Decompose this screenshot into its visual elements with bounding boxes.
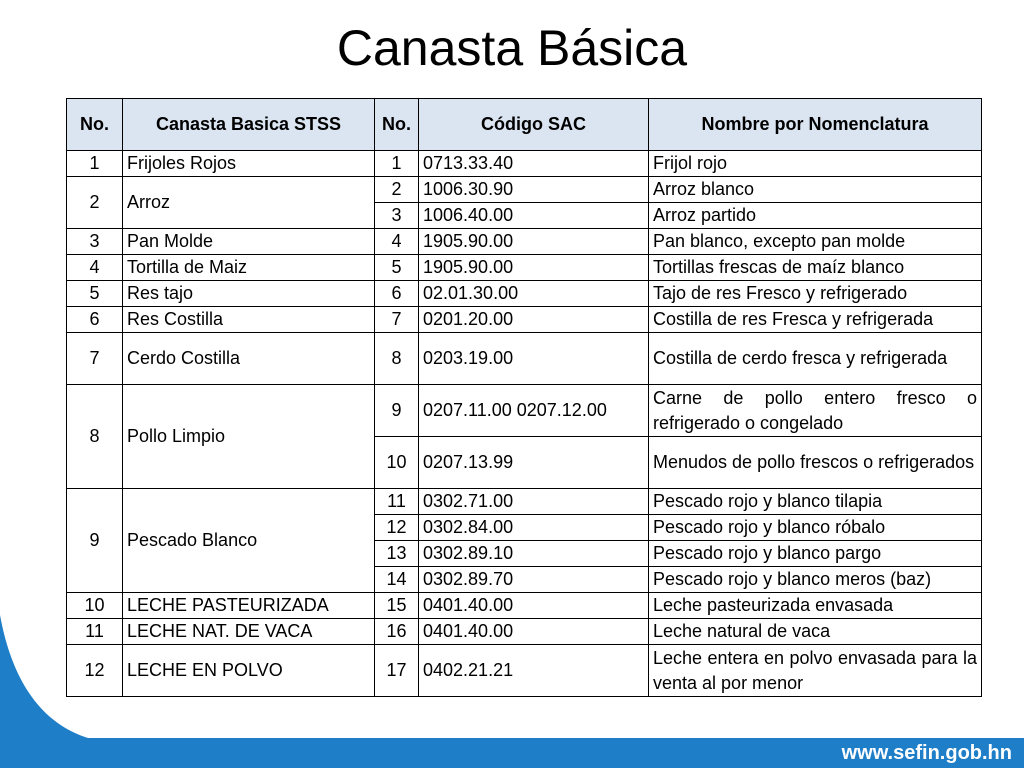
sac-no: 5	[375, 255, 419, 281]
sac-no: 17	[375, 645, 419, 697]
header-nombre-nomenclatura: Nombre por Nomenclatura	[649, 99, 982, 151]
group-item: LECHE PASTEURIZADA	[123, 593, 375, 619]
table-row	[67, 619, 982, 645]
sac-no: 13	[375, 541, 419, 567]
group-item: LECHE EN POLVO	[123, 645, 375, 697]
sac-code: 0402.21.21	[419, 645, 649, 697]
header-codigo-sac: Código SAC	[419, 99, 649, 151]
sac-code: 0401.40.00	[419, 593, 649, 619]
slide-title: Canasta Básica	[336, 20, 688, 76]
sac-name: Pescado rojo y blanco pargo	[649, 541, 982, 567]
table-row	[67, 229, 982, 255]
group-item: Res Costilla	[123, 307, 375, 333]
group-no: 11	[67, 619, 123, 645]
sac-code: 1905.90.00	[419, 229, 649, 255]
group-item: LECHE NAT. DE VACA	[123, 619, 375, 645]
sac-no: 10	[375, 437, 419, 489]
group-item: Pollo Limpio	[123, 385, 375, 489]
sac-no: 15	[375, 593, 419, 619]
sac-code: 0302.89.10	[419, 541, 649, 567]
sac-no: 2	[375, 177, 419, 203]
sac-name: Leche natural de vaca	[649, 619, 982, 645]
group-item: Tortilla de Maiz	[123, 255, 375, 281]
sac-name: Leche entera en polvo envasada para la venta al por menor	[649, 645, 982, 697]
table-row	[67, 489, 982, 515]
sac-name: Tajo de res Fresco y refrigerado	[649, 281, 982, 307]
sac-name: Pescado rojo y blanco róbalo	[649, 515, 982, 541]
sac-no: 16	[375, 619, 419, 645]
sac-no: 1	[375, 151, 419, 177]
sac-name: Costilla de cerdo fresca y refrigerada	[649, 333, 982, 385]
table-row	[67, 177, 982, 203]
table-row	[67, 151, 982, 177]
sac-name: Arroz blanco	[649, 177, 982, 203]
sac-name: Pan blanco, excepto pan molde	[649, 229, 982, 255]
sac-name: Leche pasteurizada envasada	[649, 593, 982, 619]
group-item: Pescado Blanco	[123, 489, 375, 593]
table-row	[67, 645, 982, 697]
sac-name: Costilla de res Fresca y refrigerada	[649, 307, 982, 333]
sac-code: 0207.11.00 0207.12.00	[419, 385, 649, 437]
group-item: Pan Molde	[123, 229, 375, 255]
canasta-table	[66, 98, 982, 697]
table-row	[67, 333, 982, 385]
group-no: 4	[67, 255, 123, 281]
table-row	[67, 255, 982, 281]
sac-no: 11	[375, 489, 419, 515]
header-no: No.	[67, 99, 123, 151]
group-no: 5	[67, 281, 123, 307]
group-item: Cerdo Costilla	[123, 333, 375, 385]
footer-url: www.sefin.gob.hn	[841, 742, 1012, 764]
sac-no: 9	[375, 385, 419, 437]
group-no: 12	[67, 645, 123, 697]
sac-no: 8	[375, 333, 419, 385]
sac-no: 3	[375, 203, 419, 229]
sac-code: 0207.13.99	[419, 437, 649, 489]
sac-code: 0201.20.00	[419, 307, 649, 333]
sac-name: Menudos de pollo frescos o refrigerados	[649, 437, 982, 489]
group-no: 10	[67, 593, 123, 619]
header-canasta-basica-stss: Canasta Basica STSS	[123, 99, 375, 151]
table-row	[67, 307, 982, 333]
sac-name: Frijol rojo	[649, 151, 982, 177]
sac-no: 12	[375, 515, 419, 541]
table-row	[67, 593, 982, 619]
sac-code: 0203.19.00	[419, 333, 649, 385]
group-no: 7	[67, 333, 123, 385]
table-header-row	[67, 99, 982, 151]
sac-name: Pescado rojo y blanco tilapia	[649, 489, 982, 515]
sac-code: 0713.33.40	[419, 151, 649, 177]
sac-no: 6	[375, 281, 419, 307]
header-no-sac: No.	[375, 99, 419, 151]
sac-code: 0302.84.00	[419, 515, 649, 541]
group-no: 9	[67, 489, 123, 593]
sac-name: Arroz partido	[649, 203, 982, 229]
table-row	[67, 281, 982, 307]
sac-name: Pescado rojo y blanco meros (baz)	[649, 567, 982, 593]
group-item: Frijoles Rojos	[123, 151, 375, 177]
group-no: 8	[67, 385, 123, 489]
sac-code: 0302.71.00	[419, 489, 649, 515]
sac-code: 1006.40.00	[419, 203, 649, 229]
sac-code: 02.01.30.00	[419, 281, 649, 307]
group-no: 6	[67, 307, 123, 333]
group-item: Res tajo	[123, 281, 375, 307]
sac-no: 14	[375, 567, 419, 593]
sac-name: Tortillas frescas de maíz blanco	[649, 255, 982, 281]
group-item: Arroz	[123, 177, 375, 229]
group-no: 2	[67, 177, 123, 229]
group-no: 3	[67, 229, 123, 255]
group-no: 1	[67, 151, 123, 177]
sac-code: 0401.40.00	[419, 619, 649, 645]
sac-name: Carne de pollo entero fresco o refrigerado o congelado	[649, 385, 982, 437]
table-row	[67, 385, 982, 437]
sac-no: 7	[375, 307, 419, 333]
sac-code: 0302.89.70	[419, 567, 649, 593]
sac-code: 1905.90.00	[419, 255, 649, 281]
sac-code: 1006.30.90	[419, 177, 649, 203]
sac-no: 4	[375, 229, 419, 255]
